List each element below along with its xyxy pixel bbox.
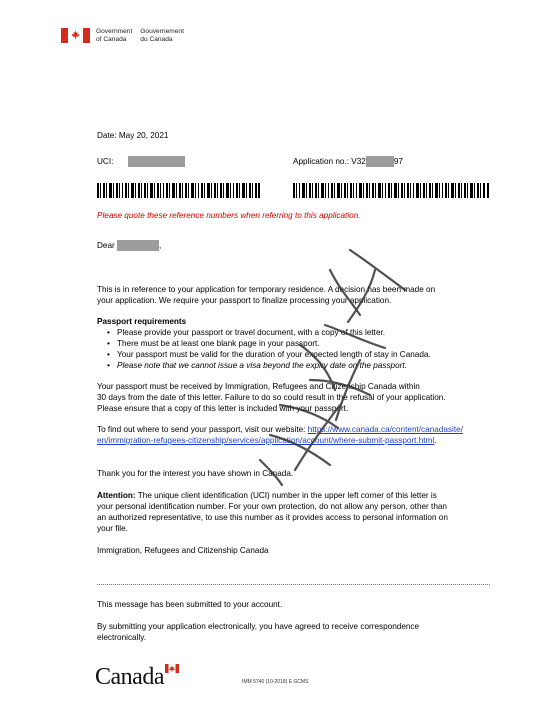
gov-name-english: Government of Canada bbox=[96, 28, 133, 43]
canada-flag-icon bbox=[61, 28, 90, 43]
application-number-line bbox=[293, 156, 403, 167]
attention-line-1: The unique client identification (UCI) number in the upper left corner of this letter is bbox=[137, 491, 437, 500]
wordmark-flag-icon bbox=[165, 664, 179, 673]
uci-redaction bbox=[128, 156, 185, 167]
electronic-consent-paragraph bbox=[97, 621, 419, 643]
application-suffix: 97 bbox=[393, 157, 403, 166]
intro-paragraph bbox=[97, 284, 435, 306]
requirements-heading: Passport requirements bbox=[97, 317, 187, 326]
application-redaction bbox=[366, 156, 394, 167]
gov-name-french: Gouvernement du Canada bbox=[140, 28, 184, 43]
application-label: Application no.: bbox=[293, 157, 349, 166]
website-intro-text: To find out where to send your passport, visit our website: bbox=[97, 425, 308, 434]
recipient-name-redaction bbox=[117, 240, 162, 251]
attention-label: Attention: bbox=[97, 491, 136, 500]
intro-line-2: your application. We require your passport to finalize processing your application. bbox=[97, 296, 392, 305]
form-identifier: IMM 5740 (10-2018) E GCMS bbox=[242, 679, 309, 685]
signature-line: Immigration, Refugees and Citizenship Canada bbox=[97, 546, 269, 555]
where-to-send-link-part-2[interactable]: en/immigration-refugees-citizenship/services/application/account/where-submit-passport.html bbox=[97, 436, 435, 445]
where-to-send-link-part-1[interactable]: https://www.canada.ca/content/canadasite/ bbox=[307, 425, 463, 434]
salutation-comma: , bbox=[159, 241, 162, 250]
deadline-paragraph bbox=[97, 381, 446, 414]
date-line bbox=[97, 130, 168, 141]
dear-label: Dear bbox=[97, 241, 115, 250]
intro-line-1: This is in reference to your application for temporary residence. A decision has been made on bbox=[97, 285, 436, 294]
deadline-line-1: Your passport must be received by Immigration, Refugees and Citizenship Canada within bbox=[97, 382, 420, 391]
reference-notice: Please quote these reference numbers when referring to this application. bbox=[97, 211, 361, 220]
website-end-punctuation: . bbox=[434, 436, 437, 445]
date-value: May 20, 2021 bbox=[118, 131, 169, 140]
requirements-list bbox=[97, 327, 431, 371]
uci-line bbox=[97, 156, 185, 167]
requirement-item: • There must be at least one blank page in your passport. bbox=[97, 338, 431, 349]
thanks-line: Thank you for the interest you have shown in Canada. bbox=[97, 469, 294, 478]
application-prefix: V32 bbox=[351, 157, 366, 166]
attention-line-3: an authorized representative, to use this number as it provides access to personal information on bbox=[97, 513, 448, 522]
canada-wordmark bbox=[95, 664, 164, 691]
canada-wordmark-text: Canada bbox=[95, 664, 164, 690]
date-label: Date: bbox=[97, 131, 117, 140]
website-paragraph bbox=[97, 424, 463, 446]
salutation bbox=[97, 240, 161, 251]
attention-line-2: your personal identification number. For your own protection, do not allow any person, other than bbox=[97, 502, 447, 511]
electronic-line-1: By submitting your application electronically, you have agreed to receive correspondence bbox=[97, 622, 420, 631]
requirement-item: • Please provide your passport or travel document, with a copy of this letter. bbox=[97, 327, 431, 338]
submitted-notice: This message has been submitted to your account. bbox=[97, 600, 283, 609]
passport-requirements bbox=[97, 316, 431, 371]
maple-leaf-icon bbox=[70, 30, 81, 41]
application-barcode bbox=[293, 183, 489, 198]
requirement-item: • Please note that we cannot issue a visa beyond the expiry date on the passport. bbox=[97, 360, 431, 371]
dotted-divider bbox=[97, 584, 490, 585]
uci-barcode bbox=[97, 183, 260, 198]
deadline-line-3: Please ensure that a copy of this letter is included with your passport. bbox=[97, 404, 349, 413]
requirement-item: • Your passport must be valid for the duration of your expected length of stay in Canada. bbox=[97, 349, 431, 360]
electronic-line-2: electronically. bbox=[97, 633, 146, 642]
attention-line-4: your file. bbox=[97, 524, 128, 533]
uci-label: UCI: bbox=[97, 157, 114, 166]
government-of-canada-signature bbox=[61, 28, 184, 43]
deadline-line-2: 30 days from the date of this letter. Failure to do so could result in the refusal of your application. bbox=[97, 393, 446, 402]
attention-paragraph bbox=[97, 490, 448, 534]
